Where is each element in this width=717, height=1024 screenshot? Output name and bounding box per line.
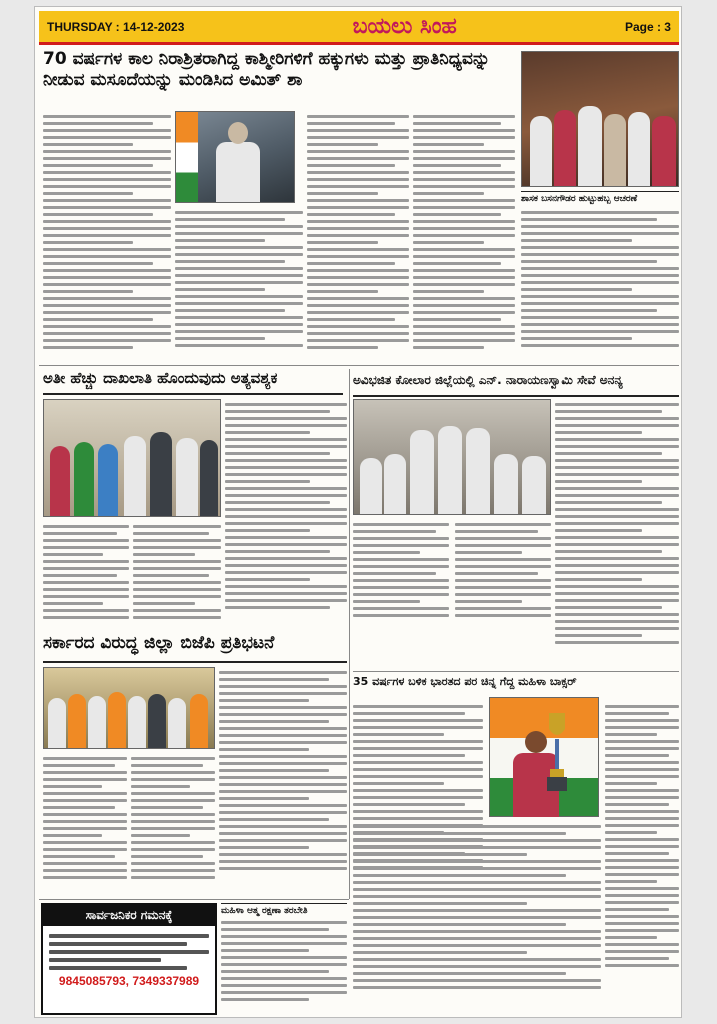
public-notice-title: ಸಾರ್ವಜನಿಕರ ಗಮನಕ್ಕೆ (43, 905, 215, 926)
protest-column-2 (131, 753, 215, 897)
issue-date: THURSDAY : 14-12-2023 (47, 19, 185, 34)
boxing-column-2 (353, 821, 601, 1013)
kolar-column-3 (555, 399, 679, 669)
admissions-column-2 (133, 521, 221, 627)
protest-column-3 (219, 667, 347, 897)
kolar-column-2 (455, 519, 551, 629)
lead-column-2 (175, 207, 303, 361)
women-notice-subhead: ಮಹಿಳಾ ಆತ್ಮ ರಕ್ಷಣಾ ತರಬೇತಿ (221, 903, 347, 916)
admissions-headline: ಅತೀ ಹೆಚ್ಚು ದಾಖಲಾತಿ ಹೊಂದುವುದು ಅತ್ಯವಶ್ಯಕ (43, 369, 343, 395)
kolar-column-1 (353, 519, 449, 629)
trophy-icon (545, 709, 569, 793)
lead-column-4 (413, 111, 515, 361)
lead-column-3 (307, 111, 409, 361)
women-notice-text (221, 917, 347, 1013)
admissions-column-1 (43, 521, 129, 627)
lead-column-1 (43, 111, 171, 361)
admissions-column-3 (225, 399, 347, 627)
admissions-photo (43, 399, 221, 517)
lead-headline: 70 ವರ್ಷಗಳ ಕಾಲ ನಿರಾಶ್ರಿತರಾಗಿದ್ದ ಕಾಶ್ಮೀರಿಗಳಿಗೆ ಹಕ್ಕುಗಳು ಮತ್ತು ಪ್ರಾತಿನಿಧ್ಯವನ್ನು ನೀಡುವ ಮಸೂದೆಯನ್ನು ಮಂಡಿಸಿದ ಅಮಿತ್ ಶಾ (43, 49, 491, 91)
boxing-headline: 35 ವರ್ಷಗಳ ಬಳಿಕ ಭಾರತದ ಪರ ಚಿನ್ನ ಗೆದ್ದ ಮಹಿಳಾ ಬಾಕ್ಸರ್ (353, 675, 577, 688)
masthead (39, 11, 679, 45)
birthday-text (521, 207, 679, 363)
protest-photo (43, 667, 215, 749)
page-number: Page : 3 (624, 19, 671, 34)
lead-photo (175, 111, 295, 203)
newspaper-page (34, 6, 682, 1018)
protest-column-1 (43, 753, 127, 897)
boxing-column-3 (605, 701, 679, 1013)
birthday-subhead: ಶಾಸಕ ಬಸನಗೌಡರ ಹುಟ್ಟುಹಬ್ಬ ಆಚರಣೆ (521, 191, 679, 204)
contact-phone: 9845085793, 7349337989 (58, 974, 200, 988)
newspaper-brand: ಬಯಲು ಸಿಂಹ (352, 14, 457, 39)
kolar-headline: ಅವಿಭಜಿತ ಕೋಲಾರ ಜಿಲ್ಲೆಯಲ್ಲಿ ಎನ್. ನಾರಾಯಣಸ್ವಾಮಿ ಸೇವೆ ಅನನ್ಯ (353, 373, 679, 397)
public-notice-box (41, 903, 217, 1015)
protest-headline: ಸರ್ಕಾರದ ವಿರುದ್ಧ ಜಿಲ್ಲಾ ಬಿಜೆಪಿ ಪ್ರತಿಭಟನೆ (43, 633, 347, 663)
birthday-photo (521, 51, 679, 187)
kolar-photo (353, 399, 551, 515)
